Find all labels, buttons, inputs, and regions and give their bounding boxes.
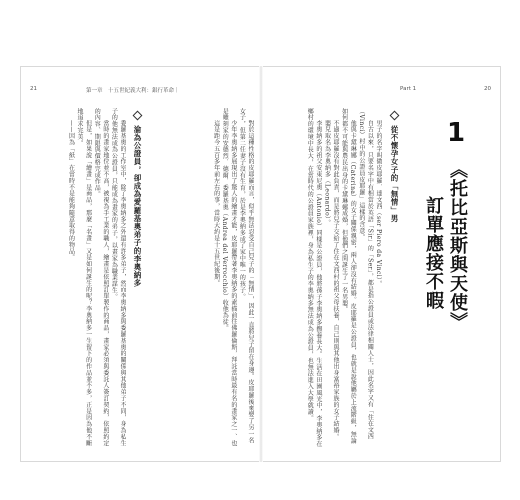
paragraph: 男子的名字叫做皮耶羅．達文西（ser Piero da Vinci）。 xyxy=(375,120,382,287)
left-page-number: 21 xyxy=(30,86,37,92)
left-page-body-top xyxy=(154,108,254,448)
section-heading-2 xyxy=(132,112,143,362)
chapter-number: 1 xyxy=(447,118,466,148)
left-page-body-bottom xyxy=(30,108,126,448)
paragraph: ——因為「紙」在當時不是能夠隨意取得的物品。 xyxy=(67,120,75,261)
section-heading-2-text: 淪為公證員，卻成為愛羅基奧弟子的李奧納多 xyxy=(133,125,142,288)
paragraph: 但是，如果說「繪畫」是商品，那麼「名畫」又是如何誕生的呢？李奧納多一生留下的作品並不多，正是因為他不斷地追求完美。 xyxy=(76,108,92,447)
paragraph: 委羅基奧的工作室中，除了李奧納多之外還有許多弟子，然而李奧納多與委羅基奧的關係與其他弟子不同，身為私生子的他無法成為公證員，只能成為畫家的弟子，以畫家為職業謀生。 xyxy=(110,108,126,447)
book-gutter xyxy=(259,66,263,462)
chapter-title-line2: 訂單應接不暇 xyxy=(423,196,444,310)
paragraph: 這是距今五百多年前左右的事，當時大約是十五世紀後期。 xyxy=(212,120,220,287)
paragraph: 當時的畫家地位並不高，被視為手工業的職人，繪畫是依照訂單製作的商品，畫家必須與委託人簽訂契約，依照約定的內容、期限與價格完成作品。 xyxy=(93,108,109,447)
paragraph: 不過皮耶羅沒有對此負責，而是將兒子交給了住在文西村的祖父母扶養，自己則與其他出身富裕家族的女子結婚。 xyxy=(332,120,340,440)
paragraph: 對於這種性格的皮耶羅而言，似乎無法忍受自己兒子的「無情」，因此一直將兒子留在身邊。皮耶羅後來娶了另一名女子，但第二任妻子沒有生育，於是李奧納多成了家中唯一的孩子。 xyxy=(238,108,254,444)
section-heading-1 xyxy=(389,112,400,312)
diamond-bullet-icon xyxy=(132,111,142,121)
paragraph: 少年李奧納多展現出了驚人的繪畫才能，皮耶羅帶著李奧納多的素描前往佛羅倫斯，拜託當時最有名的畫家之一、也是雕刻家的安德烈．德爾．委羅基奧（Andrea del Verrocchio）收他為徒。 xyxy=(221,108,237,447)
paragraph: 自古以來，只要名字中有相當於英語「Sir」的「Ser」，都是指公證員或法律相關人士，因此名字又有「住在文西（Vinci）村中的公證員皮耶羅」這樣的含意。 xyxy=(357,108,374,440)
paragraph: 嬰兒取名為李奧納多（Leonardo）。 xyxy=(323,120,331,226)
left-running-head: 第一章 十五世紀義大利：銀行革命｜ xyxy=(86,88,180,94)
section-heading-1-text: 從不懷孕女子的「無情」男 xyxy=(390,125,399,223)
right-page-number: 20 xyxy=(484,86,491,92)
chapter-title-line1: 《托比亞斯與天使》 xyxy=(447,160,468,331)
paragraph: 他與卡黛琳娜（Caterina）的女子關係親密，兩人卻沒有結婚。皮耶羅是公證員，也就是說他屬於上流階級，無論如何都不可能與農民出身的卡黛琳娜成婚，但他們之間誕生了一名男嬰。 xyxy=(340,108,357,444)
diamond-bullet-icon xyxy=(389,111,399,121)
paragraph: 李奧納多的祖父安東尼奧（Antonio）同樣是公證員，他將孫子李奧納多撫養長大。生活在田園風光中，李奧納多在鄉村的環境中長大，在當時代的公證員家族裡，身為私生子的李奧納多無法成為公證員，也無法進入大學就讀。 xyxy=(306,108,322,448)
right-running-head: Part 1 xyxy=(400,86,417,92)
right-page-body xyxy=(270,108,382,448)
